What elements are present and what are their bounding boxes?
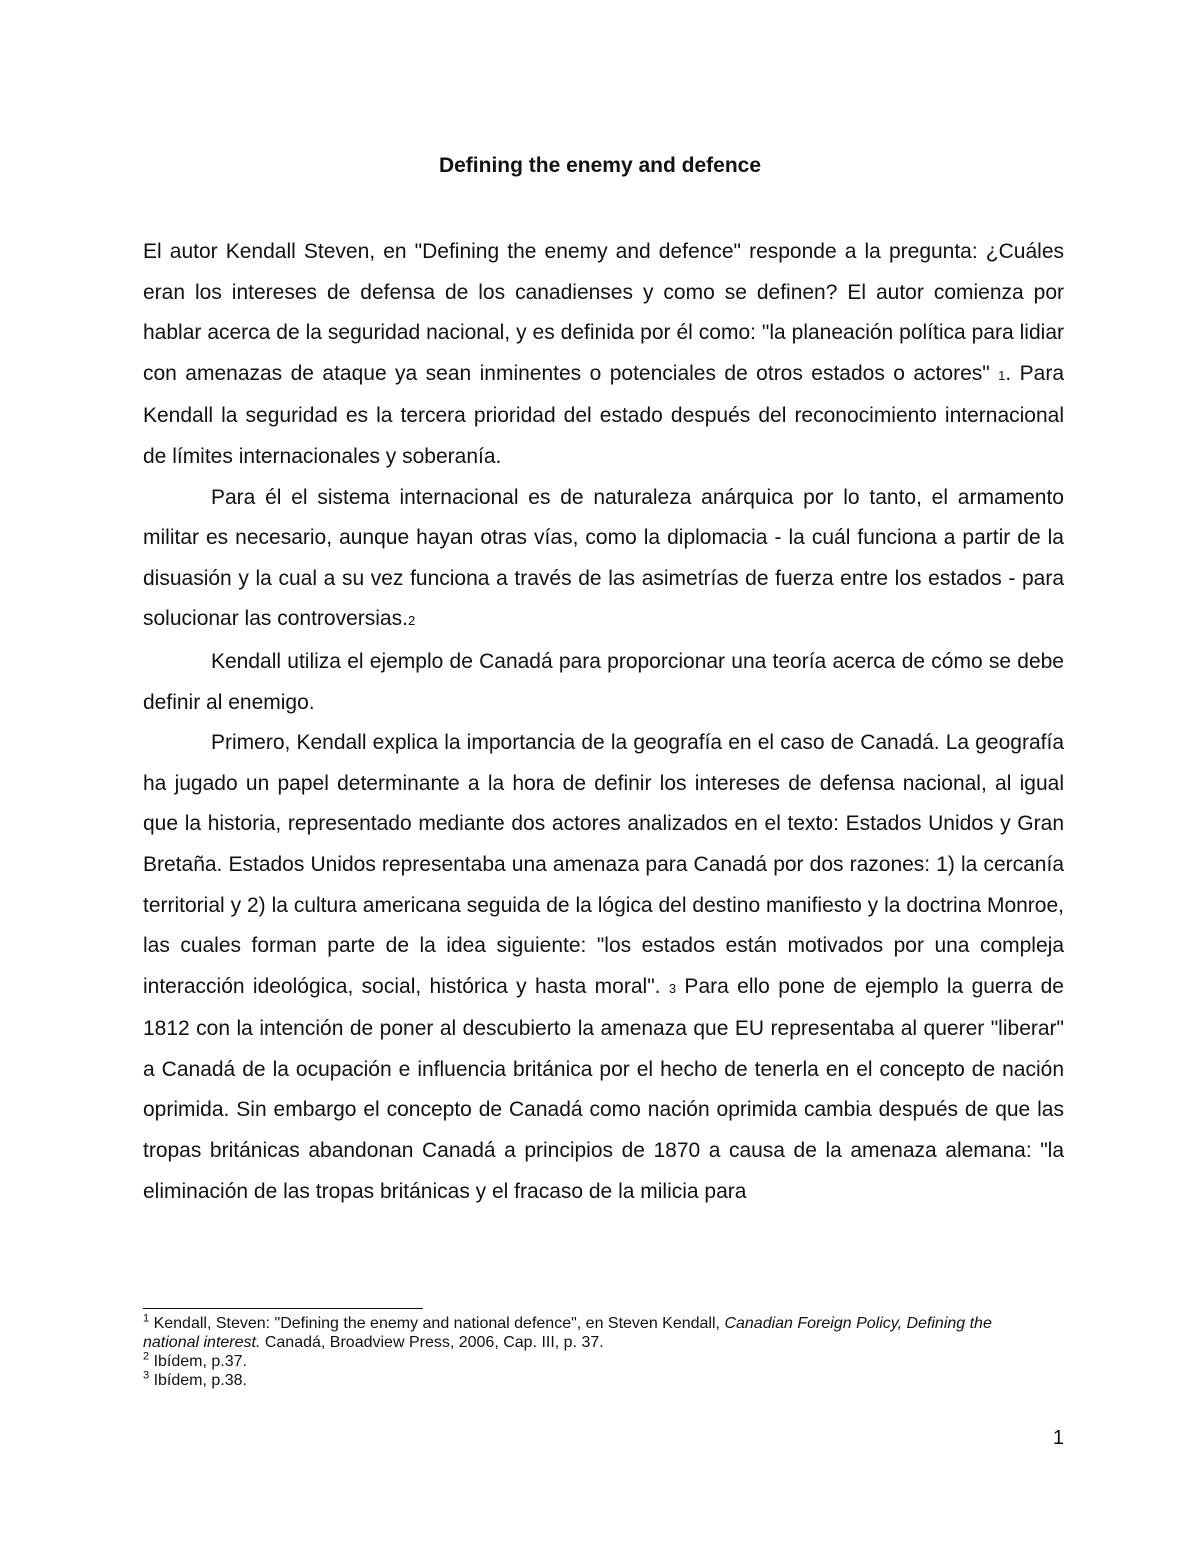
body-paragraph (143, 723, 1064, 1212)
footnote-number: 3 (143, 1369, 150, 1382)
footnote-text: Ibídem, p.38. (149, 1372, 247, 1389)
paragraph-text: Para ello pone de ejemplo la guerra de 1812 con la intención de poner al descubierto la amenaza que EU representaba al querer "liberar" a Canadá de la ocupación e influencia británica por el hecho de tenerla en el concepto de nación oprimida. Sin embargo el concepto de Canadá como nación oprimida cambia después de que las tropas británicas abandonan Canadá a principios de 1870 a causa de la amenaza alemana: "la eliminación de las tropas británicas y el fracaso de la milicia para (143, 974, 1064, 1203)
footnotes (143, 1314, 1023, 1390)
footnote-number: 2 (143, 1350, 150, 1363)
footnote-italic-title: Canadian Foreign Policy, Defining the national interest. (143, 1315, 992, 1351)
paragraph-text: Para él el sistema internacional es de naturaleza anárquica por lo tanto, el armamento militar es necesario, aunque hayan otras vías, como la diplomacia - la cuál funciona a partir de la disuasión y la cual a su vez funciona a través de las asimetrías de fuerza entre los estados - para solucionar las controversias. (143, 485, 1064, 631)
footnote-reference: 1 (998, 367, 1006, 383)
footnote-separator (143, 1308, 423, 1309)
body-paragraph (143, 478, 1064, 642)
body-paragraph (143, 232, 1064, 478)
footnote-number: 1 (143, 1312, 150, 1325)
paragraph-text: El autor Kendall Steven, en "Defining the enemy and defence" responde a la pregunta: ¿Cuáles eran los intereses de defensa de los canadienses y como se definen? El autor comienza por hablar acerca de la seguridad nacional, y es definida por él como: "la planeación política para lidiar con amenazas de ataque ya sean inminentes o potenciales de otros estados o actores" (143, 240, 1064, 385)
footnote-reference: 3 (668, 980, 677, 996)
footnote (143, 1371, 1023, 1390)
body-text (143, 232, 1064, 1212)
page-number: 1 (1052, 1427, 1064, 1449)
footnote-reference: 2 (407, 613, 416, 629)
footnote (143, 1314, 1023, 1352)
footnote (143, 1352, 1023, 1371)
document-title: Defining the enemy and defence (438, 154, 762, 177)
paragraph-text: . Para Kendall la seguridad es la tercera prioridad del estado después del reconocimiento internacional de límites internacionales y soberanía. (143, 361, 1064, 468)
footnote-text: Canadá, Broadview Press, 2006, Cap. III, p. 37. (260, 1334, 604, 1351)
footnote-text: Kendall, Steven: "Defining the enemy and national defence", en Steven Kendall, (149, 1315, 725, 1332)
paragraph-text: Primero, Kendall explica la importancia de la geografía en el caso de Canadá. La geografía ha jugado un papel determinante a la hora de definir los intereses de defensa nacional, al igual que la historia, representado mediante dos actores analizados en el texto: Estados Unidos y Gran Bretaña. Estados Unidos representaba una amenaza para Canadá por dos razones: 1) la cercanía territorial y 2) la cultura americana seguida de la lógica del destino manifiesto y la doctrina Monroe, las cuales forman parte de la idea siguiente: "los estados están motivados por una compleja interacción ideológica, social, histórica y hasta moral". (143, 731, 1064, 998)
footnote-text: Ibídem, p.37. (149, 1353, 247, 1370)
paragraph-text: Kendall utiliza el ejemplo de Canadá para proporcionar una teoría acerca de cómo se debe definir al enemigo. (143, 649, 1064, 714)
body-paragraph (143, 642, 1064, 723)
